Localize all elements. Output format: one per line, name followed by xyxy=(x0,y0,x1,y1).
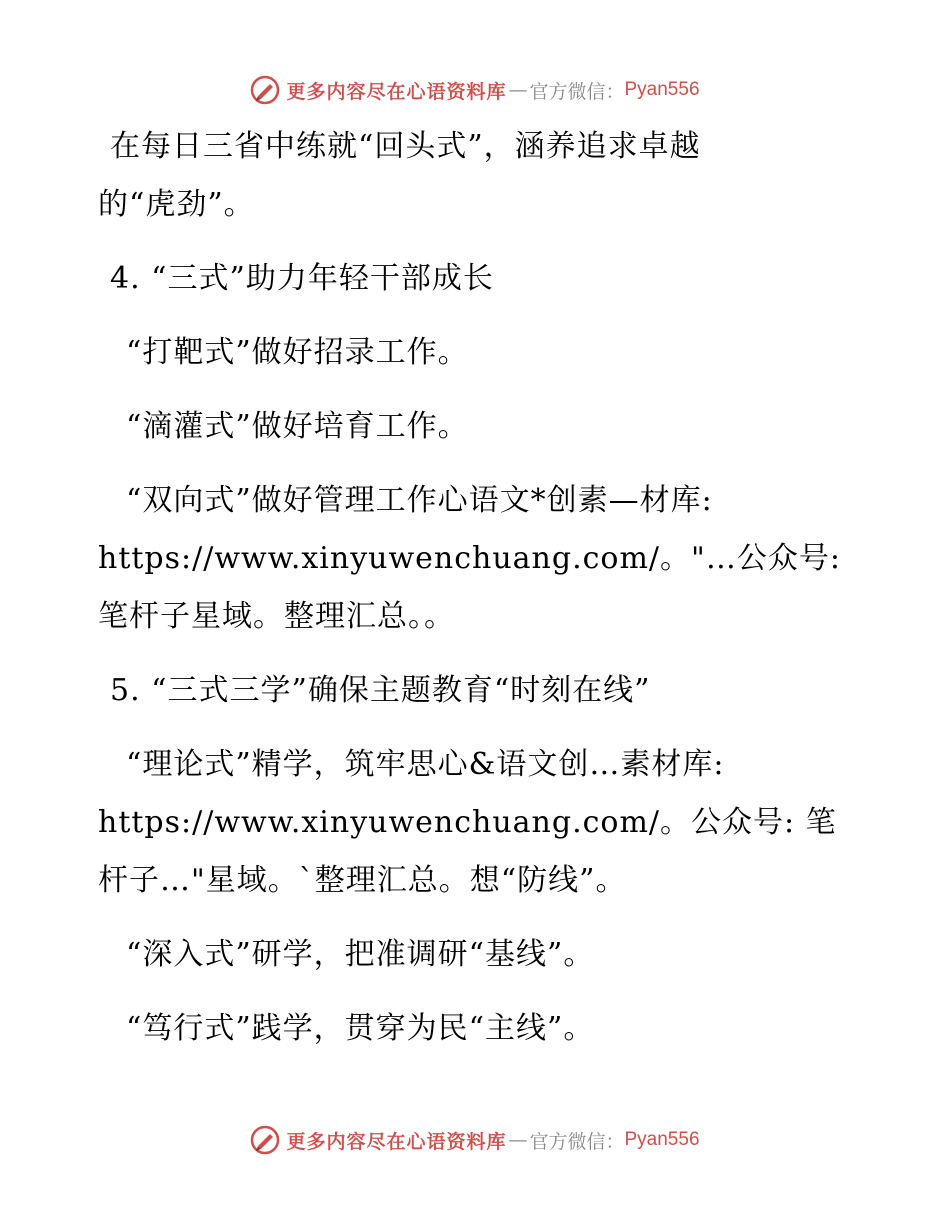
paragraph-line: https://www.xinyuwenchuang.com/。"…公众号: xyxy=(98,541,841,576)
section-heading-text: 4. “三式”助力年轻干部成长 xyxy=(110,261,494,296)
paragraph-line: “双向式”做好管理工作心语文*创素—材库: xyxy=(126,483,713,518)
banner-brand-text: 更多内容尽在心语资料库 xyxy=(286,80,507,103)
footer-watermark-banner xyxy=(0,1120,950,1160)
paragraph-line: “滴灌式”做好培育工作。 xyxy=(126,409,469,444)
banner-brand-text: 更多内容尽在心语资料库 xyxy=(286,1130,507,1153)
paragraph-3 xyxy=(98,324,843,382)
paragraph-line: “理论式”精学，筑牢思心&语文创…素材库: xyxy=(126,747,725,782)
banner-wechat-label: 官方微信： xyxy=(529,1130,625,1153)
brand-logo-icon xyxy=(250,75,280,105)
paragraph-4 xyxy=(98,398,843,456)
paragraph-7 xyxy=(98,736,843,910)
paragraph-line: 的“虎劲”。 xyxy=(98,187,255,222)
banner-wechat-label: 官方微信： xyxy=(529,80,625,103)
paragraph-line: https://www.xinyuwenchuang.com/。公众号: 笔 xyxy=(98,805,837,840)
brand-logo-icon xyxy=(250,1125,280,1155)
paragraph-line: 在每日三省中练就“回头式”，涵养追求卓越 xyxy=(110,129,701,164)
paragraph-line: 笔杆子星域。整理汇总。。 xyxy=(98,599,455,634)
banner-wechat-id: Pyan556 xyxy=(624,79,700,100)
paragraph-line: 杆子…"星域。`整理汇总。想“防线”。 xyxy=(98,863,627,898)
section-heading-text: 5. “三式三学”确保主题教育“时刻在线” xyxy=(110,673,651,708)
document-body xyxy=(98,118,843,1058)
paragraph-line: “打靶式”做好招录工作。 xyxy=(126,335,469,370)
section-heading-5 xyxy=(98,662,843,720)
banner-wechat-id: Pyan556 xyxy=(624,1129,700,1150)
paragraph-line: “笃行式”践学，贯穿为民“主线”。 xyxy=(126,1011,595,1046)
paragraph-8 xyxy=(98,926,843,984)
header-watermark-banner xyxy=(0,70,950,110)
banner-dash: — xyxy=(508,79,528,101)
paragraph-1 xyxy=(98,118,843,234)
paragraph-line: “深入式”研学，把准调研“基线”。 xyxy=(126,937,595,972)
banner-dash: — xyxy=(508,1129,528,1151)
paragraph-5 xyxy=(98,472,843,646)
paragraph-9 xyxy=(98,1000,843,1058)
section-heading-4 xyxy=(98,250,843,308)
